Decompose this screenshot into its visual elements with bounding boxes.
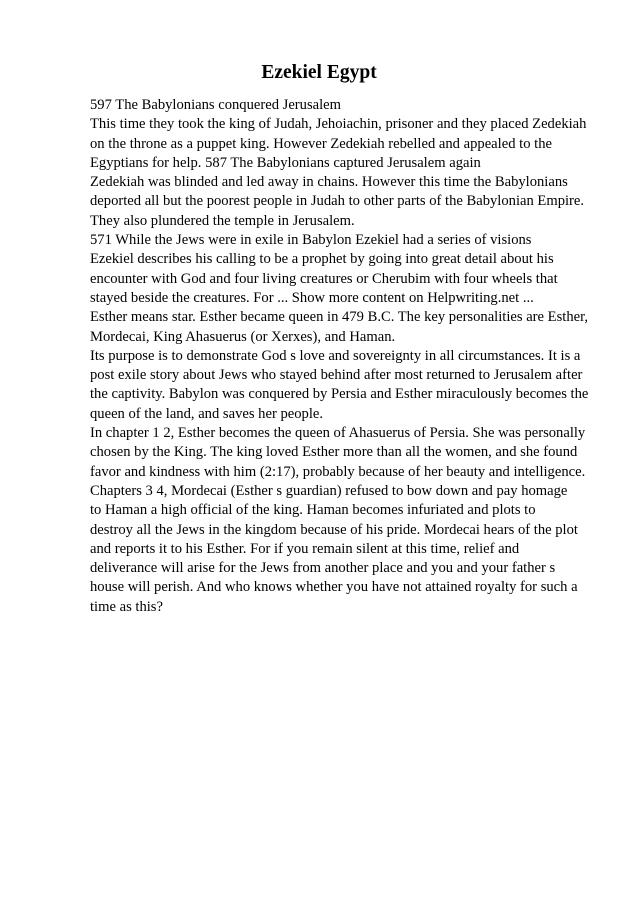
text-line: stayed beside the creatures. For ... Show more content on Helpwriting.net ... (90, 289, 534, 306)
text-line: 571 While the Jews were in exile in Babylon Ezekiel had a series of visions (90, 232, 532, 249)
text-line: Chapters 3 4, Mordecai (Esther s guardian) refused to bow down and pay homage (90, 482, 568, 499)
text-line: Egyptians for help. 587 The Babylonians captured Jerusalem again (90, 154, 481, 171)
text-line: 597 The Babylonians conquered Jerusalem (90, 97, 342, 113)
text-line: Esther means star. Esther became queen in 479 B.C. The key personalities are Esther, (90, 309, 589, 326)
text-line: on the throne as a puppet king. However Zedekiah rebelled and appealed to the (90, 135, 552, 152)
text-line: the captivity. Babylon was conquered by Persia and Esther miraculously becomes the (90, 386, 589, 403)
text-line: chosen by the King. The king loved Esther more than all the women, and she found (90, 444, 578, 461)
text-line: This time they took the king of Judah, Jehoiachin, prisoner and they placed Zedekiah (90, 116, 587, 133)
text-line: Ezekiel describes his calling to be a prophet by going into great detail about his (90, 251, 554, 268)
text-line: destroy all the Jews in the kingdom because of his pride. Mordecai hears of the plot (90, 521, 578, 538)
document-body (90, 96, 600, 617)
text-line: house will perish. And who knows whether you have not attained royalty for such a (90, 579, 578, 596)
text-line: Mordecai, King Ahasuerus (or Xerxes), and Haman. (90, 328, 396, 345)
text-line: encounter with God and four living creatures or Cherubim with four wheels that (90, 270, 558, 287)
text-line: post exile story about Jews who stayed behind after most returned to Jerusalem after (90, 367, 583, 384)
text-line: and reports it to his Esther. For if you remain silent at this time, relief and (90, 540, 520, 557)
text-line: favor and kindness with him (2:17), probably because of her beauty and intelligence. (90, 463, 586, 480)
text-line: time as this? (90, 598, 163, 615)
text-line: In chapter 1 2, Esther becomes the queen of Ahasuerus of Persia. She was personally (90, 425, 586, 442)
text-line: deported all but the poorest people in Judah to other parts of the Babylonian Empire. (90, 193, 585, 210)
text-line: deliverance will arise for the Jews from another place and you and your father s (90, 560, 556, 577)
text-line: to Haman a high official of the king. Haman becomes infuriated and plots to (90, 502, 536, 519)
text-line: queen of the land, and saves her people. (90, 405, 324, 422)
text-line: They also plundered the temple in Jerusalem. (90, 212, 355, 229)
text-line: Its purpose is to demonstrate God s love and sovereignty in all circumstances. It is a (90, 347, 581, 364)
text-line: Zedekiah was blinded and led away in chains. However this time the Babylonians (90, 174, 568, 191)
document-title: Ezekiel Egypt (261, 62, 377, 83)
